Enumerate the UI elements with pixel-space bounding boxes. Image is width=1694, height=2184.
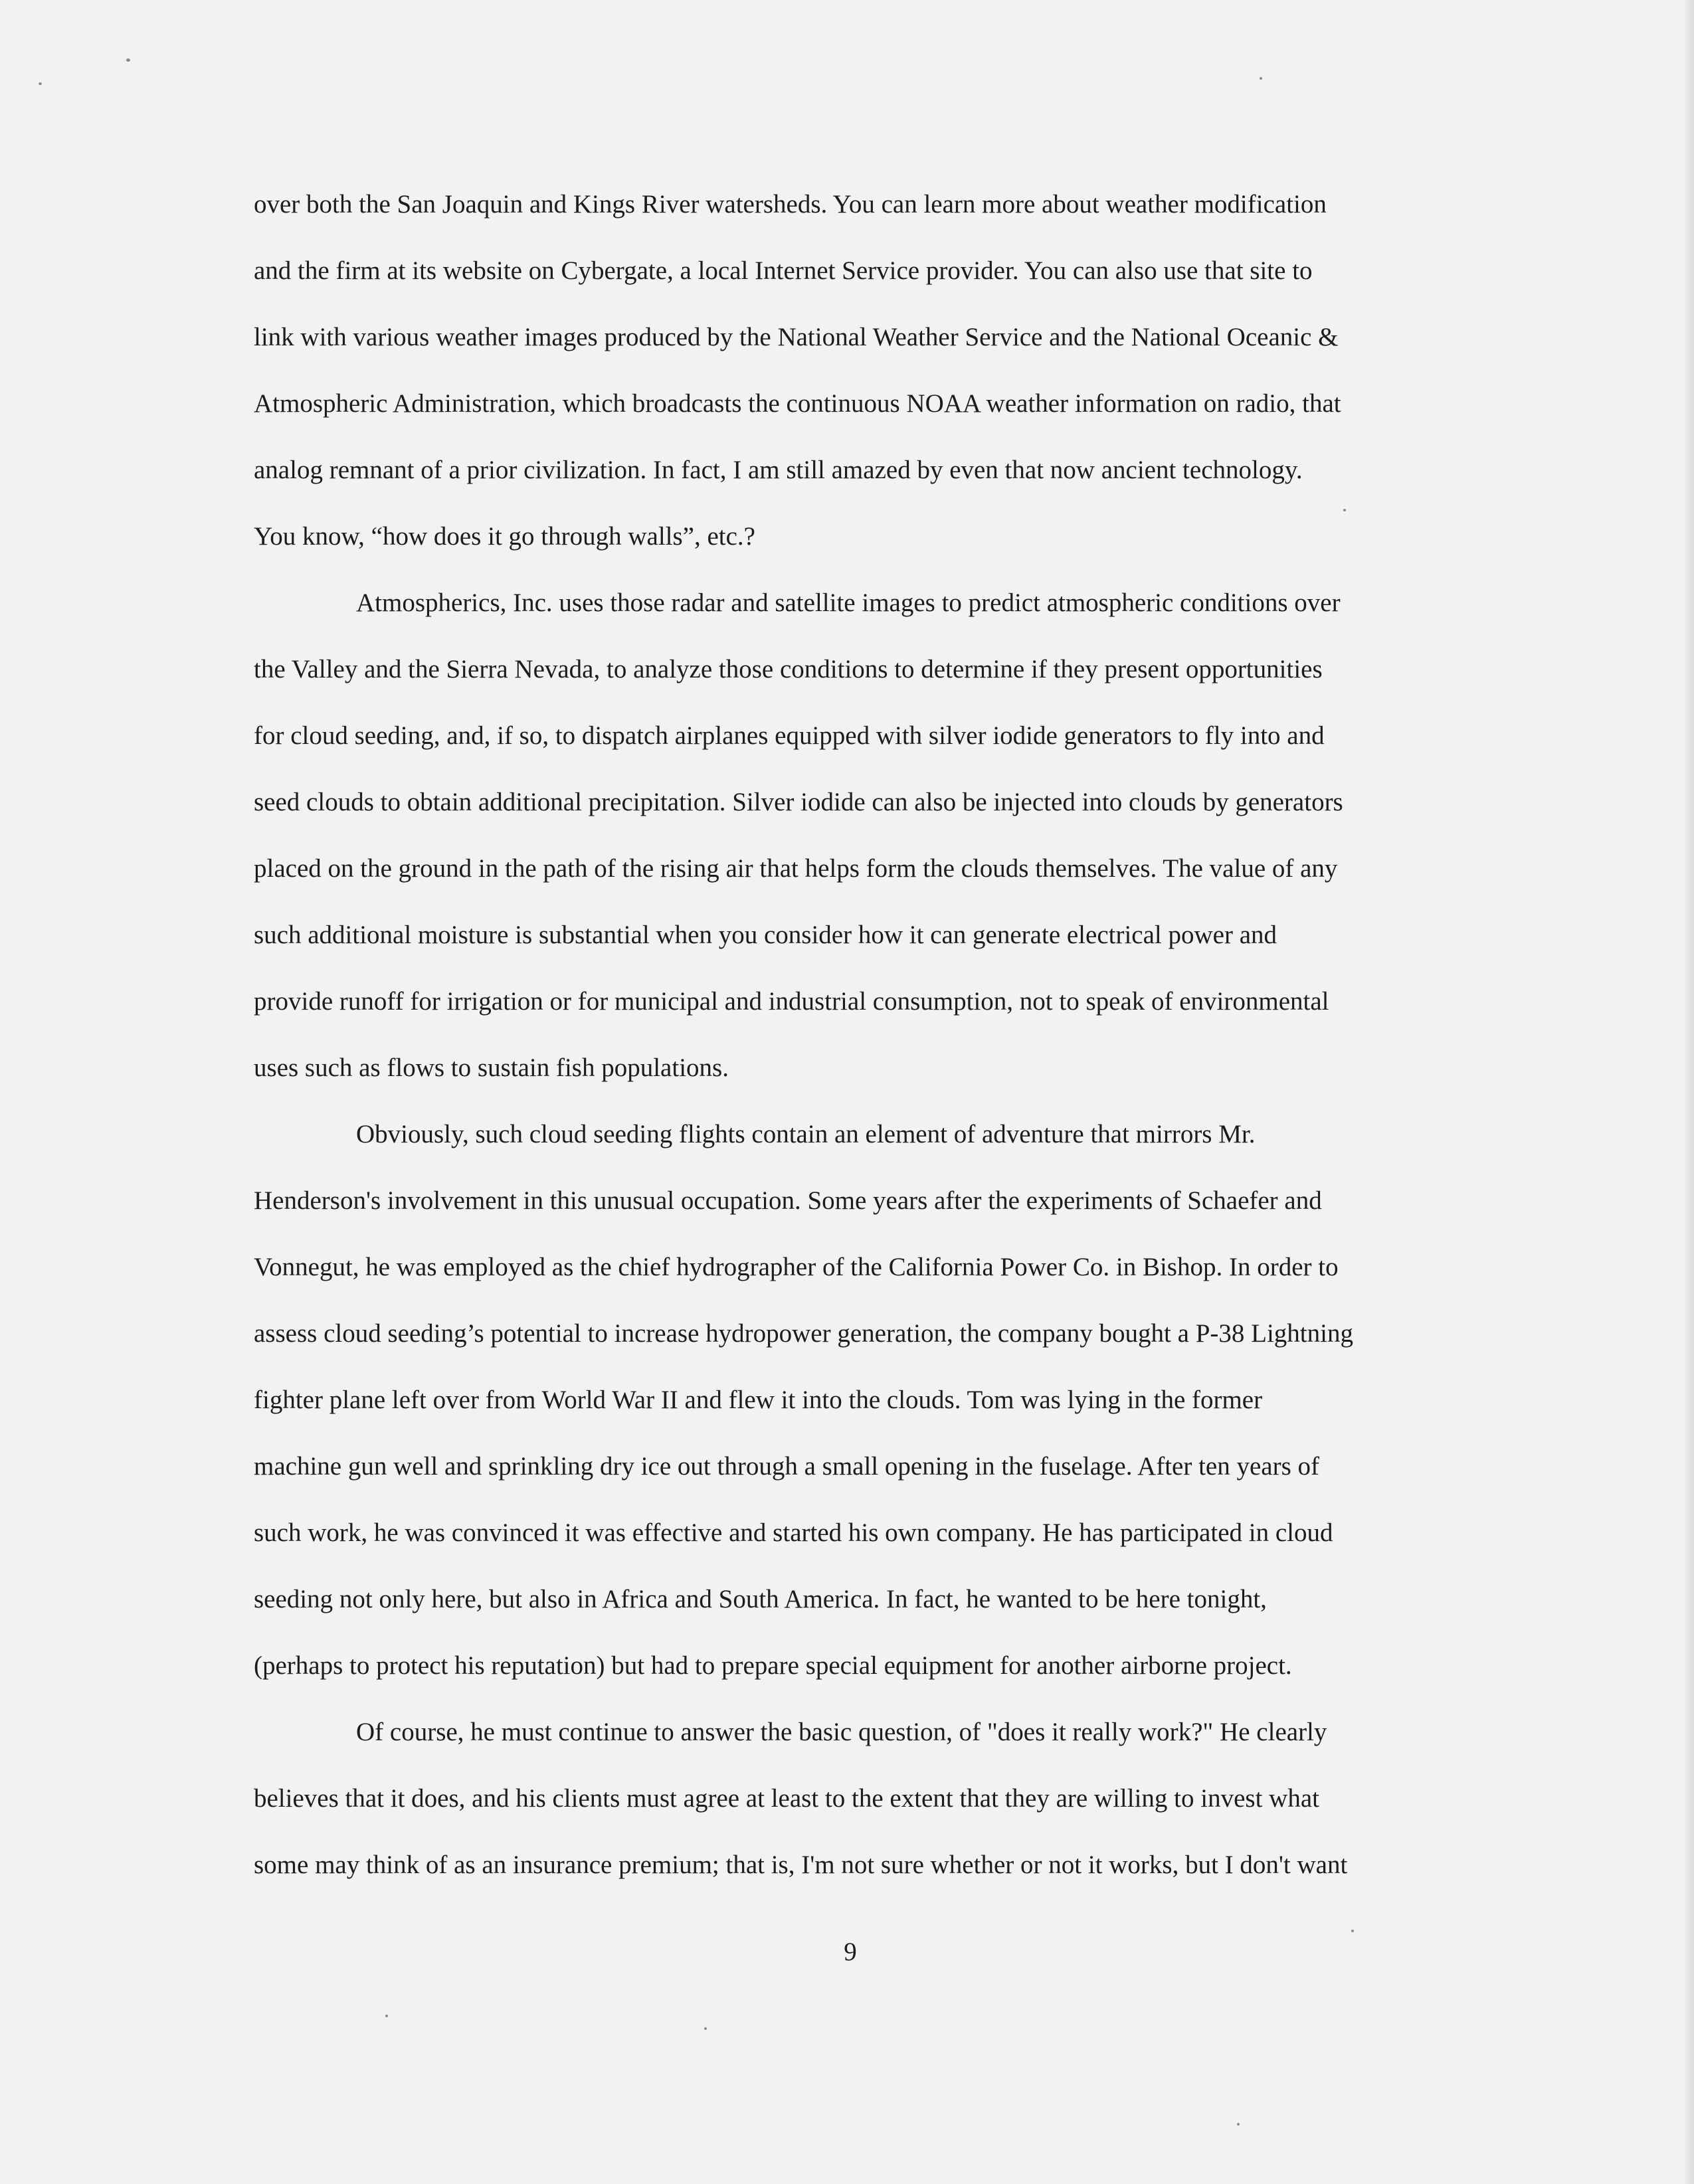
text-line: provide runoff for irrigation or for municipal and industrial consumption, not to speak of environmental	[254, 987, 1329, 1016]
text-line: over both the San Joaquin and Kings River watersheds. You can learn more about weather modification	[254, 190, 1327, 219]
text-line: such work, he was convinced it was effective and started his own company. He has participated in cloud	[254, 1518, 1333, 1547]
paragraph-first-line: Obviously, such cloud seeding flights contain an element of adventure that mirrors Mr.	[356, 1120, 1256, 1148]
scan-speck	[1260, 77, 1262, 80]
text-line: for cloud seeding, and, if so, to dispatch airplanes equipped with silver iodide generators to fly into and	[254, 721, 1325, 750]
text-line: uses such as flows to sustain fish populations.	[254, 1053, 729, 1082]
text-line: seeding not only here, but also in Africa and South America. In fact, he wanted to be here tonight,	[254, 1585, 1267, 1613]
body-text	[254, 171, 1436, 1898]
text-line: the Valley and the Sierra Nevada, to analyze those conditions to determine if they present opportunities	[254, 655, 1323, 683]
text-line: Henderson's involvement in this unusual occupation. Some years after the experiments of Schaefer and	[254, 1186, 1322, 1215]
text-line: assess cloud seeding’s potential to increase hydropower generation, the company bought a P-38 Lightning	[254, 1319, 1353, 1348]
text-line: analog remnant of a prior civilization. In fact, I am still amazed by even that now ancient technology.	[254, 456, 1303, 484]
text-line: machine gun well and sprinkling dry ice out through a small opening in the fuselage. After ten years of	[254, 1452, 1319, 1481]
text-line: some may think of as an insurance premium; that is, I'm not sure whether or not it works, but I don't want	[254, 1851, 1348, 1879]
page-number: 9	[844, 1938, 857, 1966]
text-line: Atmospheric Administration, which broadcasts the continuous NOAA weather information on radio, that	[254, 389, 1341, 418]
text-line: believes that it does, and his clients must agree at least to the extent that they are willing to invest what	[254, 1784, 1319, 1813]
text-line: (perhaps to protect his reputation) but had to prepare special equipment for another airborne project.	[254, 1651, 1292, 1680]
text-line: placed on the ground in the path of the rising air that helps form the clouds themselves. The value of any	[254, 854, 1338, 883]
scan-speck	[385, 2015, 388, 2017]
paragraph-first-line: Atmospherics, Inc. uses those radar and satellite images to predict atmospheric conditions over	[356, 589, 1341, 617]
scan-speck	[1351, 1930, 1354, 1932]
text-line: You know, “how does it go through walls”, etc.?	[254, 522, 755, 551]
scan-speck	[126, 58, 130, 62]
text-line: such additional moisture is substantial when you consider how it can generate electrical power and	[254, 921, 1277, 949]
text-line: seed clouds to obtain additional precipitation. Silver iodide can also be injected into clouds by generators	[254, 788, 1343, 816]
text-line: fighter plane left over from World War II and flew it into the clouds. Tom was lying in the former	[254, 1386, 1263, 1414]
text-line: and the firm at its website on Cybergate, a local Internet Service provider. You can also use that site to	[254, 256, 1313, 285]
scan-speck	[39, 82, 42, 85]
page-edge-shadow	[1685, 0, 1694, 2184]
scan-speck	[704, 2027, 707, 2030]
paragraph-first-line: Of course, he must continue to answer the basic question, of "does it really work?" He clearly	[356, 1718, 1327, 1746]
scan-speck	[1343, 509, 1346, 511]
text-line: link with various weather images produced by the National Weather Service and the National Oceanic &	[254, 323, 1339, 351]
scan-speck	[1237, 2123, 1240, 2126]
text-line: Vonnegut, he was employed as the chief hydrographer of the California Power Co. in Bishop. In order to	[254, 1253, 1339, 1281]
